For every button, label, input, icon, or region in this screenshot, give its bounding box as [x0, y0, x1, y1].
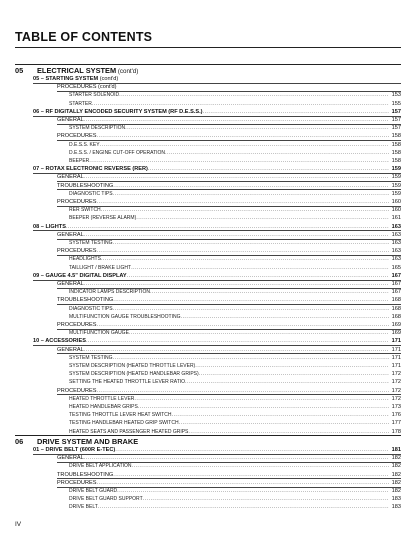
leader-dots	[195, 362, 389, 370]
leader-dots	[113, 190, 389, 198]
toc-page-number: 171	[391, 338, 401, 345]
section-title	[15, 66, 138, 75]
leader-dots	[119, 91, 389, 99]
toc-page-number: 182	[391, 455, 401, 462]
leader-dots	[98, 503, 389, 511]
toc-entry-item[interactable]	[69, 362, 401, 370]
toc-entry-label: GENERAL	[57, 281, 84, 287]
toc-entry-label: DIAGNOSTIC TIPS	[69, 190, 113, 197]
toc-entry-label: PROCEDURES	[57, 199, 97, 205]
toc-page-number: 182	[391, 463, 401, 470]
toc-page-number: 182	[391, 488, 401, 494]
toc-entry-label: TESTING HANDLEBAR HEATED GRIP SWITCH	[69, 420, 179, 427]
toc-entry-label: 10 – ACCESSORIES	[33, 338, 86, 345]
toc-page-number: 163	[391, 223, 401, 230]
toc-page-number: 172	[391, 395, 401, 402]
leader-dots	[138, 403, 389, 411]
toc-entry-label: DRIVE BELT GUARD SUPPORT	[69, 496, 143, 503]
leader-dots	[181, 313, 390, 321]
toc-entry-label: RER SWITCH	[69, 207, 101, 214]
leader-dots	[143, 495, 389, 503]
toc-entry-label: SYSTEM DESCRIPTION (HEATED HANDLEBAR GRIPS)	[69, 371, 199, 378]
toc-page-number: 159	[391, 190, 401, 197]
leader-dots	[136, 214, 389, 222]
toc-page-number: 169	[391, 330, 401, 337]
toc-page-number: 157	[391, 108, 401, 115]
leader-dots	[113, 354, 389, 362]
toc-entry-item[interactable]	[69, 255, 401, 263]
leader-dots	[185, 378, 389, 386]
leader-dots	[132, 462, 389, 470]
toc-page-number: 158	[391, 133, 401, 140]
toc-page-number: 167	[391, 272, 401, 279]
toc-entry-item[interactable]	[69, 100, 401, 108]
toc-entry-label: 01 – DRIVE BELT (600R E-TEC)	[33, 447, 116, 453]
leader-dots	[150, 288, 389, 296]
toc-entry-label: MULTIFUNCTION GAUGE	[69, 330, 129, 337]
toc-entry-label: GENERAL	[57, 231, 84, 238]
toc-page-number: 183	[391, 496, 401, 503]
toc-entry-item[interactable]	[69, 305, 401, 313]
toc-entry-label: PROCEDURES	[57, 84, 97, 91]
toc-page-number: 182	[391, 479, 401, 486]
toc-entry-label: STARTER SOLENOID	[69, 92, 120, 99]
toc-page-number: 168	[391, 305, 401, 312]
toc-entry-label: D.E.S.S. / ENGINE CUT-OFF OPERATION	[69, 149, 166, 156]
toc-page-number: 157	[391, 125, 401, 132]
leader-dots	[179, 419, 389, 427]
toc-entry-item[interactable]	[69, 206, 401, 214]
toc-entry-item[interactable]	[69, 354, 401, 362]
page-title: TABLE OF CONTENTS	[15, 30, 153, 44]
toc-entry-label: 05 – STARTING SYSTEM	[33, 76, 99, 82]
toc-entry-label: 06 – RF DIGITALLY ENCODED SECURITY SYSTEM (RF D.E.S.S.)	[33, 108, 203, 115]
toc-entry-item[interactable]	[69, 288, 401, 296]
toc-page-number: 173	[391, 404, 401, 410]
title-rule	[15, 47, 401, 48]
section-name: DRIVE SYSTEM AND BRAKE	[37, 437, 139, 446]
toc-page-number: 182	[391, 471, 401, 478]
leader-dots	[101, 255, 389, 263]
toc-entry-label: DRIVE BELT	[69, 504, 98, 511]
toc-entry-suffix: (cont'd)	[96, 84, 117, 91]
toc-entry-item[interactable]	[69, 214, 401, 222]
toc-page-number: 172	[391, 371, 401, 378]
toc-page-number: 159	[391, 166, 401, 173]
toc-page-number: 169	[391, 322, 401, 328]
toc-entry-label: TESTING THROTTLE LEVER HEAT SWITCH	[69, 412, 172, 419]
toc-entry-label: SYSTEM TESTING	[69, 240, 113, 246]
toc-page-number: 171	[391, 346, 401, 353]
toc-entry-label: PROCEDURES	[57, 322, 97, 328]
toc-entry-item[interactable]	[69, 149, 401, 157]
toc-entry-label: DRIVE BELT GUARD	[69, 488, 118, 494]
page-number-footer: IV	[15, 521, 22, 528]
toc-entry-item[interactable]	[69, 329, 401, 337]
toc-entry-item[interactable]	[69, 157, 401, 165]
toc-entry-label: HEATED HANDLEBAR GRIPS	[69, 404, 138, 410]
section-divider	[15, 435, 401, 436]
toc-page-number: 160	[391, 207, 401, 214]
toc-entry-item[interactable]	[69, 403, 401, 411]
toc-entry-label: DRIVE BELT APPLICATION	[69, 463, 132, 470]
toc-page-number: 171	[391, 363, 401, 369]
toc-page-number: 178	[391, 428, 401, 435]
leader-dots	[113, 305, 389, 313]
toc-page-number: 171	[391, 354, 401, 361]
toc-entry-label: MULTIFUNCTION GAUGE TROUBLESHOOTING	[69, 313, 181, 320]
toc-entry-label: HEATED SEATS AND PASSENGER HEATED GRIPS	[69, 428, 189, 435]
toc-page-number: 159	[391, 182, 401, 189]
toc-entry-item[interactable]	[69, 124, 401, 132]
toc-entry-label: STARTER	[69, 100, 92, 107]
toc-page-number: 158	[391, 141, 401, 148]
toc-page-number: 160	[391, 199, 401, 205]
toc-entry-label: GENERAL	[57, 174, 84, 181]
toc-entry-label: GENERAL	[57, 346, 84, 353]
leader-dots	[129, 329, 389, 337]
toc-page-number: 177	[391, 420, 401, 427]
toc-entry-item[interactable]	[69, 91, 401, 99]
toc-entry-label: HEATED THROTTLE LEVER	[69, 395, 135, 402]
leader-dots	[100, 141, 389, 149]
toc-entry-label: TROUBLESHOOTING	[57, 182, 114, 189]
toc-entry-item[interactable]	[69, 411, 401, 419]
toc-entry-label: PROCEDURES	[57, 248, 97, 255]
toc-entry-item[interactable]	[69, 462, 401, 470]
toc-entry-item[interactable]	[69, 395, 401, 403]
toc-entry-label: SETTING THE HEATED THROTTLE LEVER RATIO	[69, 379, 186, 386]
toc-entry-label: DIAGNOSTIC TIPS	[69, 305, 113, 312]
leader-dots	[89, 157, 389, 165]
toc-entry-item[interactable]	[69, 370, 401, 378]
toc-entry-item[interactable]	[69, 495, 401, 503]
toc-entry-item[interactable]	[69, 264, 401, 272]
toc-page-number: 158	[391, 158, 401, 164]
toc-page-number: 172	[391, 379, 401, 386]
toc-page-number: 158	[391, 149, 401, 156]
toc-entry-item[interactable]	[69, 313, 401, 321]
toc-page-number: 163	[391, 240, 401, 246]
toc-entry-label: BEEPER (REVERSE ALARM)	[69, 215, 137, 222]
toc-entry-suffix: (cont'd)	[98, 76, 119, 82]
toc-entry-label: 08 – LIGHTS	[33, 223, 66, 230]
leader-dots	[199, 370, 389, 378]
toc-entry-label: 09 – GAUGE 4.5" DIGITAL DISPLAY	[33, 272, 127, 279]
toc-page-number: 172	[391, 387, 401, 394]
toc-page-number: 155	[391, 100, 401, 107]
leader-dots	[131, 264, 389, 272]
section-number: 06	[15, 437, 24, 446]
leader-dots	[117, 487, 389, 495]
toc-entry-label: PROCEDURES	[57, 387, 97, 394]
section-number: 05	[15, 66, 24, 75]
section-title	[15, 437, 138, 446]
toc-page-number: 181	[391, 447, 401, 453]
toc-entry-label: 07 – ROTAX ELECTRONIC REVERSE (RER)	[33, 166, 148, 173]
leader-dots	[172, 411, 389, 419]
toc-entry-item[interactable]	[69, 190, 401, 198]
section-name: ELECTRICAL SYSTEM	[37, 66, 117, 75]
toc-entry-label: TAILLIGHT / BRAKE LIGHT	[69, 264, 132, 271]
toc-page-number: 163	[391, 256, 401, 263]
section-divider	[15, 64, 401, 65]
leader-dots	[113, 239, 389, 247]
toc-entry-label: D.E.S.S. KEY	[69, 141, 100, 148]
toc-entry-label: HEADLIGHTS	[69, 256, 101, 263]
toc-page-number: 163	[391, 248, 401, 255]
toc-page-number: 157	[391, 117, 401, 123]
toc-page-number: 168	[391, 313, 401, 320]
leader-dots	[101, 206, 389, 214]
toc-entry-label: SYSTEM DESCRIPTION	[69, 125, 126, 132]
toc-entry-item[interactable]	[69, 487, 401, 495]
toc-entry-label: TROUBLESHOOTING	[57, 471, 114, 478]
toc-entry-label: INDICATOR LAMPS DESCRIPTION	[69, 289, 150, 296]
leader-dots	[92, 100, 389, 108]
toc-entry-label: GENERAL	[57, 117, 84, 123]
toc-entry-label: PROCEDURES	[57, 133, 97, 140]
toc-entry-label: TROUBLESHOOTING	[57, 297, 114, 304]
toc-entry-label: SYSTEM DESCRIPTION (HEATED THROTTLE LEVER)	[69, 363, 196, 369]
toc-page-number: 161	[391, 215, 401, 222]
toc-entry-item[interactable]	[69, 419, 401, 427]
leader-dots	[125, 124, 389, 132]
toc-entry-item[interactable]	[69, 378, 401, 386]
toc-page-number: 163	[391, 231, 401, 238]
toc-page-number: 153	[391, 92, 401, 99]
toc-page-number: 165	[391, 264, 401, 271]
toc-entry-item[interactable]	[69, 141, 401, 149]
toc-page-number: 176	[391, 412, 401, 419]
toc-entry-label: GENERAL	[57, 455, 84, 462]
toc-entry-label: SYSTEM TESTING	[69, 354, 113, 361]
leader-dots	[134, 395, 389, 403]
toc-entry-label: PROCEDURES	[57, 479, 97, 486]
toc-page-number: 183	[391, 504, 401, 511]
toc-page-number: 167	[391, 281, 401, 287]
toc-page-number: 159	[391, 174, 401, 181]
leader-dots	[165, 149, 389, 157]
section-suffix: (cont'd)	[116, 68, 139, 75]
toc-page-number: 168	[391, 297, 401, 304]
toc-page-number: 167	[391, 289, 401, 296]
toc-entry-label: BEEPER	[69, 158, 90, 164]
toc-entry-item[interactable]	[69, 503, 401, 511]
toc-entry-item[interactable]	[69, 239, 401, 247]
